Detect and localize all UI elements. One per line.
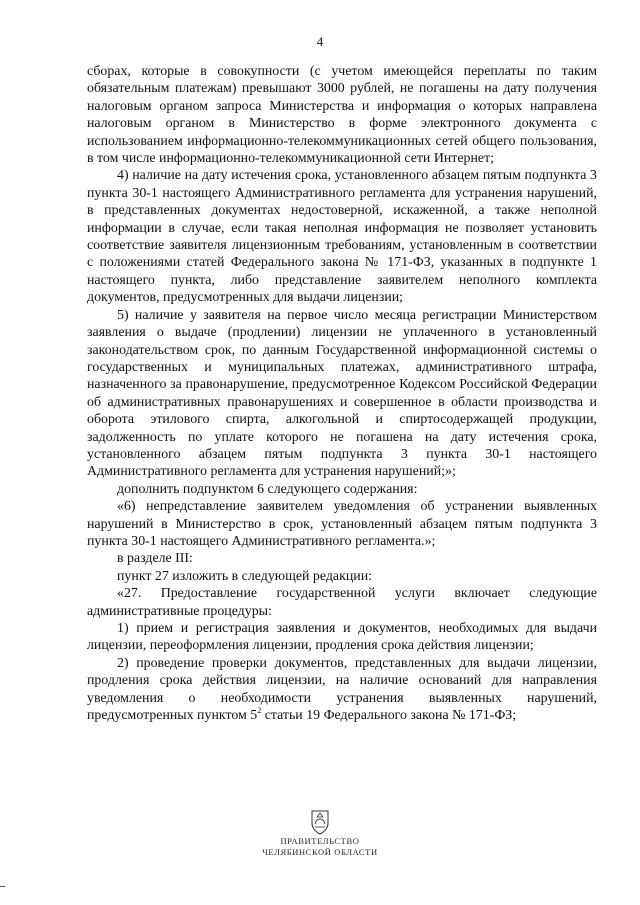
procedure-2-text: 2) проведение проверки документов, представленных для выдачи лицензии, продления срока действия лицензии, на наличие оснований для направления уведомления о необходимости устранения выявленных нарушений, предусмотренных пунктом 5 [87,655,597,724]
paragraph-item-4: 4) наличие на дату истечения срока, установленного абзацем пятым подпункта 3 пункта 30-1 настоящего Административного регламента для устранения нарушений, в представленных документах недостоверной, искаженной, а также неполной информации в случае, если такая неполная информация не позволяет установить соответствие заявителя лицензионным требованиям, установленным в соответствии с положениями статей Федерального закона № 171-ФЗ, указанных в подпункте 1 настоящего пункта, либо представление заявителем неполного комплекта документов, предусмотренных для выдачи лицензии; [87,168,597,306]
paragraph-procedure-1: 1) прием и регистрация заявления и документов, необходимых для выдачи лицензии, переоформления лицензии, продления срока действия лицензии; [87,621,597,654]
procedure-2-text-end: статьи 19 Федерального закона № 171-ФЗ; [261,708,517,724]
paragraph-continuation: сборах, которые в совокупности (с учетом имеющейся переплаты по таким обязательным платежам) превышают 3000 рублей, не погашены на дату получения налоговым органом запроса Министерства и информация о которых направлена налоговым органом в Министерство в форме электронного документа с использованием информационно-телекоммуникационных сетей общего пользования, в том числе информационно-телекоммуникационной сети Интернет; [87,64,597,167]
coat-of-arms-icon [309,808,331,836]
superscript: 2 [257,706,262,716]
paragraph-procedure-2 [87,655,597,725]
document-body [87,63,597,724]
paragraph-point-27: «27. Предоставление государственной услуги включает следующие административные процедуры: [87,586,597,619]
paragraph-item-5: 5) наличие у заявителя на первое число месяца регистрации Министерством заявления о выдаче (продлении) лицензии не уплаченного в установленный законодательством срок, по данным Государственной информационной системы о государственных и муниципальных платежах, административного штрафа, назначенного за правонарушение, предусмотренное Кодексом Российской Федерации об административных правонарушениях и совершенное в области производства и оборота этилового спирта, алкогольной и спиртосодержащей продукции, задолженность по уплате которого не погашена на дату истечения срока, установленного абзацем пятым подпункта 3 пункта 30-1 настоящего Административного регламента для устранения нарушений;»; [87,307,597,480]
paragraph-item-6: «6) непредставление заявителем уведомления об устранении выявленных нарушений в Министерство в срок, установленный абзацем пятым подпункта 3 пункта 30-1 настоящего Административного регламента.»; [87,499,597,549]
paragraph-point-27-intro: пункт 27 изложить в следующей редакции: [117,568,372,584]
footer-line-2: ЧЕЛЯБИНСКОЙ ОБЛАСТИ [262,847,378,857]
page-number: 4 [316,34,324,49]
footer-stamp [0,808,640,858]
footer-line-1: ПРАВИТЕЛЬСТВО [280,836,360,846]
paragraph-section-3: в разделе III: [117,551,193,567]
margin-mark [0,886,5,887]
paragraph-add-subitem-6: дополнить подпунктом 6 следующего содержания: [117,481,418,497]
